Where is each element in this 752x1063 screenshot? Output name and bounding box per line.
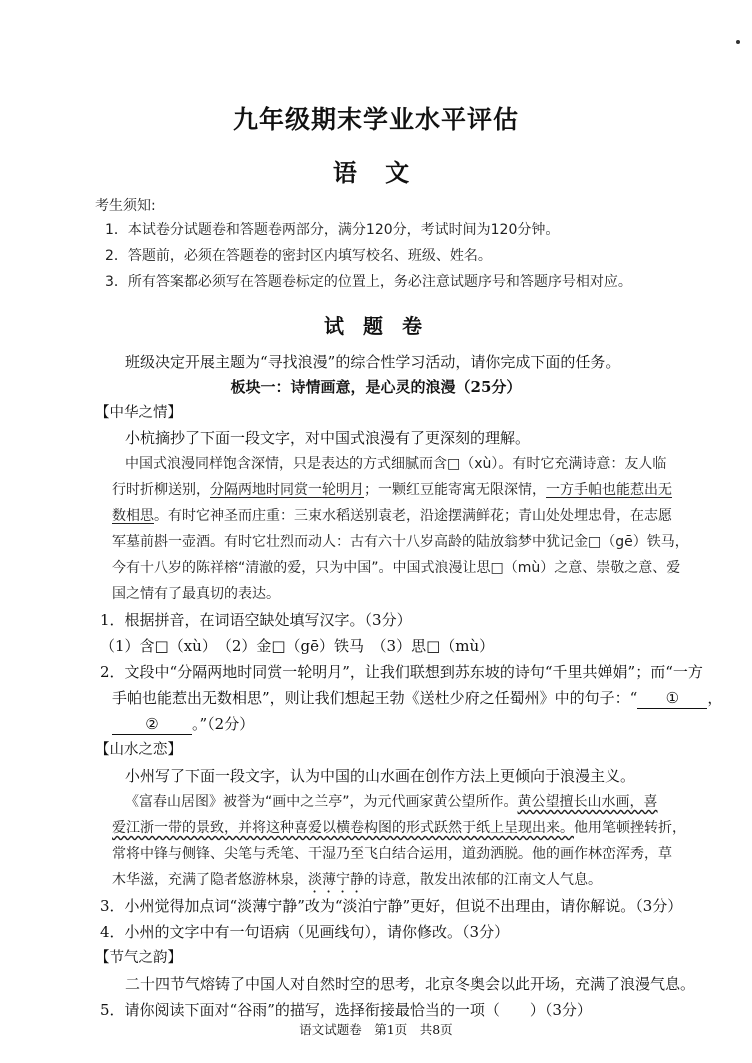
question-4: 4．小州的文字中有一句语病（见画线句），请你修改。（3分） [100,923,510,941]
part3-lead: 二十四节气熔铸了中国人对自然时空的思考，北京冬奥会以此开场，充满了浪漫气息。 [125,975,696,993]
part1-lead: 小杭摘抄了下面一段文字，对中国式浪漫有了更深刻的理解。 [125,429,531,447]
answer-blank-2[interactable]: ② [112,714,192,735]
passage1-text: ；一颗红豆能寄寓无限深情， [364,482,546,498]
underlined-phrase-moon: 分隔两地时同赏一轮明月 [210,482,364,498]
notice-item-2: 2．答题前，必须在答题卷的密封区内填写校名、班级、姓名。 [105,248,492,264]
question-2-text: 手帕也能惹出无数相思”，则让我们想起王勃《送杜少府之任蜀州》中的句子：“ [112,689,638,707]
passage2-line4 [112,870,712,896]
exam-title: 九年级期末学业水平评估 [232,105,519,134]
part2-lead: 小州写了下面一段文字，认为中国的山水画在创作方法上更倾向于浪漫主义。 [125,767,636,785]
question-2-line3 [112,714,712,735]
scan-mark [736,40,740,44]
question-2-points: 。”（2分） [192,715,255,733]
question-3: 3．小州觉得加点词“淡薄宁静”改为“淡泊宁静”更好，但说不出理由，请你解说。（3分） [100,897,683,915]
notice-item-1: 1．本试卷分试题卷和答题卷两部分，满分120分，考试时间为120分钟。 [105,222,560,238]
passage2-text: 的诗意，散发出浓郁的江南文人气息。 [364,872,602,888]
passage2-text: 他用笔顿挫转折， [574,820,686,836]
part2-label: 【山水之恋】 [95,742,182,758]
passage2-line2 [112,818,712,838]
passage1-line6: 国之情有了最真切的表达。 [112,586,280,602]
question-5: 5．请你阅读下面对“谷雨”的描写，选择衔接最恰当的一项（ ）（3分） [100,1001,592,1019]
intro-text: 班级决定开展主题为“寻找浪漫”的综合性学习活动，请你完成下面的任务。 [125,353,621,371]
part1-label: 【中华之情】 [95,405,182,421]
passage2-line3: 常将中锋与侧锋、尖笔与秃笔、干湿乃至飞白结合运用，道劲洒脱。他的画作林峦浑秀，草 [112,846,672,862]
passage1-text: 。有时它神圣而庄重：三束水稻送别袁老，沿途摆满鲜花；青山处处埋忠骨，在志愿 [154,508,672,524]
notice-item-3: 3．所有答案都必须写在答题卷标定的位置上，务必注意试题序号和答题序号相对应。 [105,274,632,290]
error-sentence: 爱江浙一带的景致，并将这种喜爱以横卷构图的形式跃然于纸上呈现出来。 [112,820,574,836]
error-sentence: 黄公望擅长山水画，喜 [517,794,658,810]
underlined-phrase-longing: 数相思 [112,508,154,524]
passage1-line1: 中国式浪漫同样饱含深情，只是表达的方式细腻而含□（xù）。有时它充满诗意：友人临 [125,456,667,472]
passage1-line2 [112,480,712,500]
passage1-text: 行时折柳送别， [112,482,210,498]
passage1-line5: 今有十八岁的陈祥榕“清澈的爱，只为中国”。中国式浪漫让思□（mù）之意、崇敬之意、爱 [112,560,681,576]
question-2-line2: 手帕也能惹出无数相思”，则让我们想起王勃《送杜少府之任蜀州》中的句子：“ ① ， [112,689,723,707]
subject-title: 语 文 [332,158,420,187]
page-footer: 语文试题卷 第1页 共8页 [299,1022,453,1037]
question-2-line1: 2．文段中“分隔两地时同赏一轮明月”，让我们联想到苏东坡的诗句“千里共婵娟”；而“一方 [100,663,703,681]
passage2-line1 [125,792,725,812]
dotted-word: 淡薄宁静 [308,872,364,888]
section-title: 试 题 卷 [324,314,428,338]
underlined-phrase-handkerchief: 一方手帕也能惹出无 [546,482,672,498]
passage2-text: 木华滋，充满了隐者悠游林泉， [112,872,308,888]
part3-label: 【节气之韵】 [95,950,182,966]
notice-heading: 考生须知: [95,198,156,214]
question-1: 1．根据拼音，在词语空缺处填写汉字。（3分） [100,611,412,629]
passage2-text: 《富春山居图》被誉为“画中之兰亭”，为元代画家黄公望所作。 [125,794,518,810]
passage1-line3 [112,506,712,526]
answer-blank-1[interactable]: ① [637,688,707,709]
passage1-line4: 军墓前斟一壶酒。有时它壮烈而动人：古有六十八岁高龄的陆放翁梦中犹记金□（gē）铁马， [112,534,689,550]
question-1-options: （1）含□（xù） （2）金□（gē）铁马 （3）思□（mù） [100,637,495,655]
block1-heading: 板块一：诗情画意，是心灵的浪漫（25分） [230,378,522,396]
